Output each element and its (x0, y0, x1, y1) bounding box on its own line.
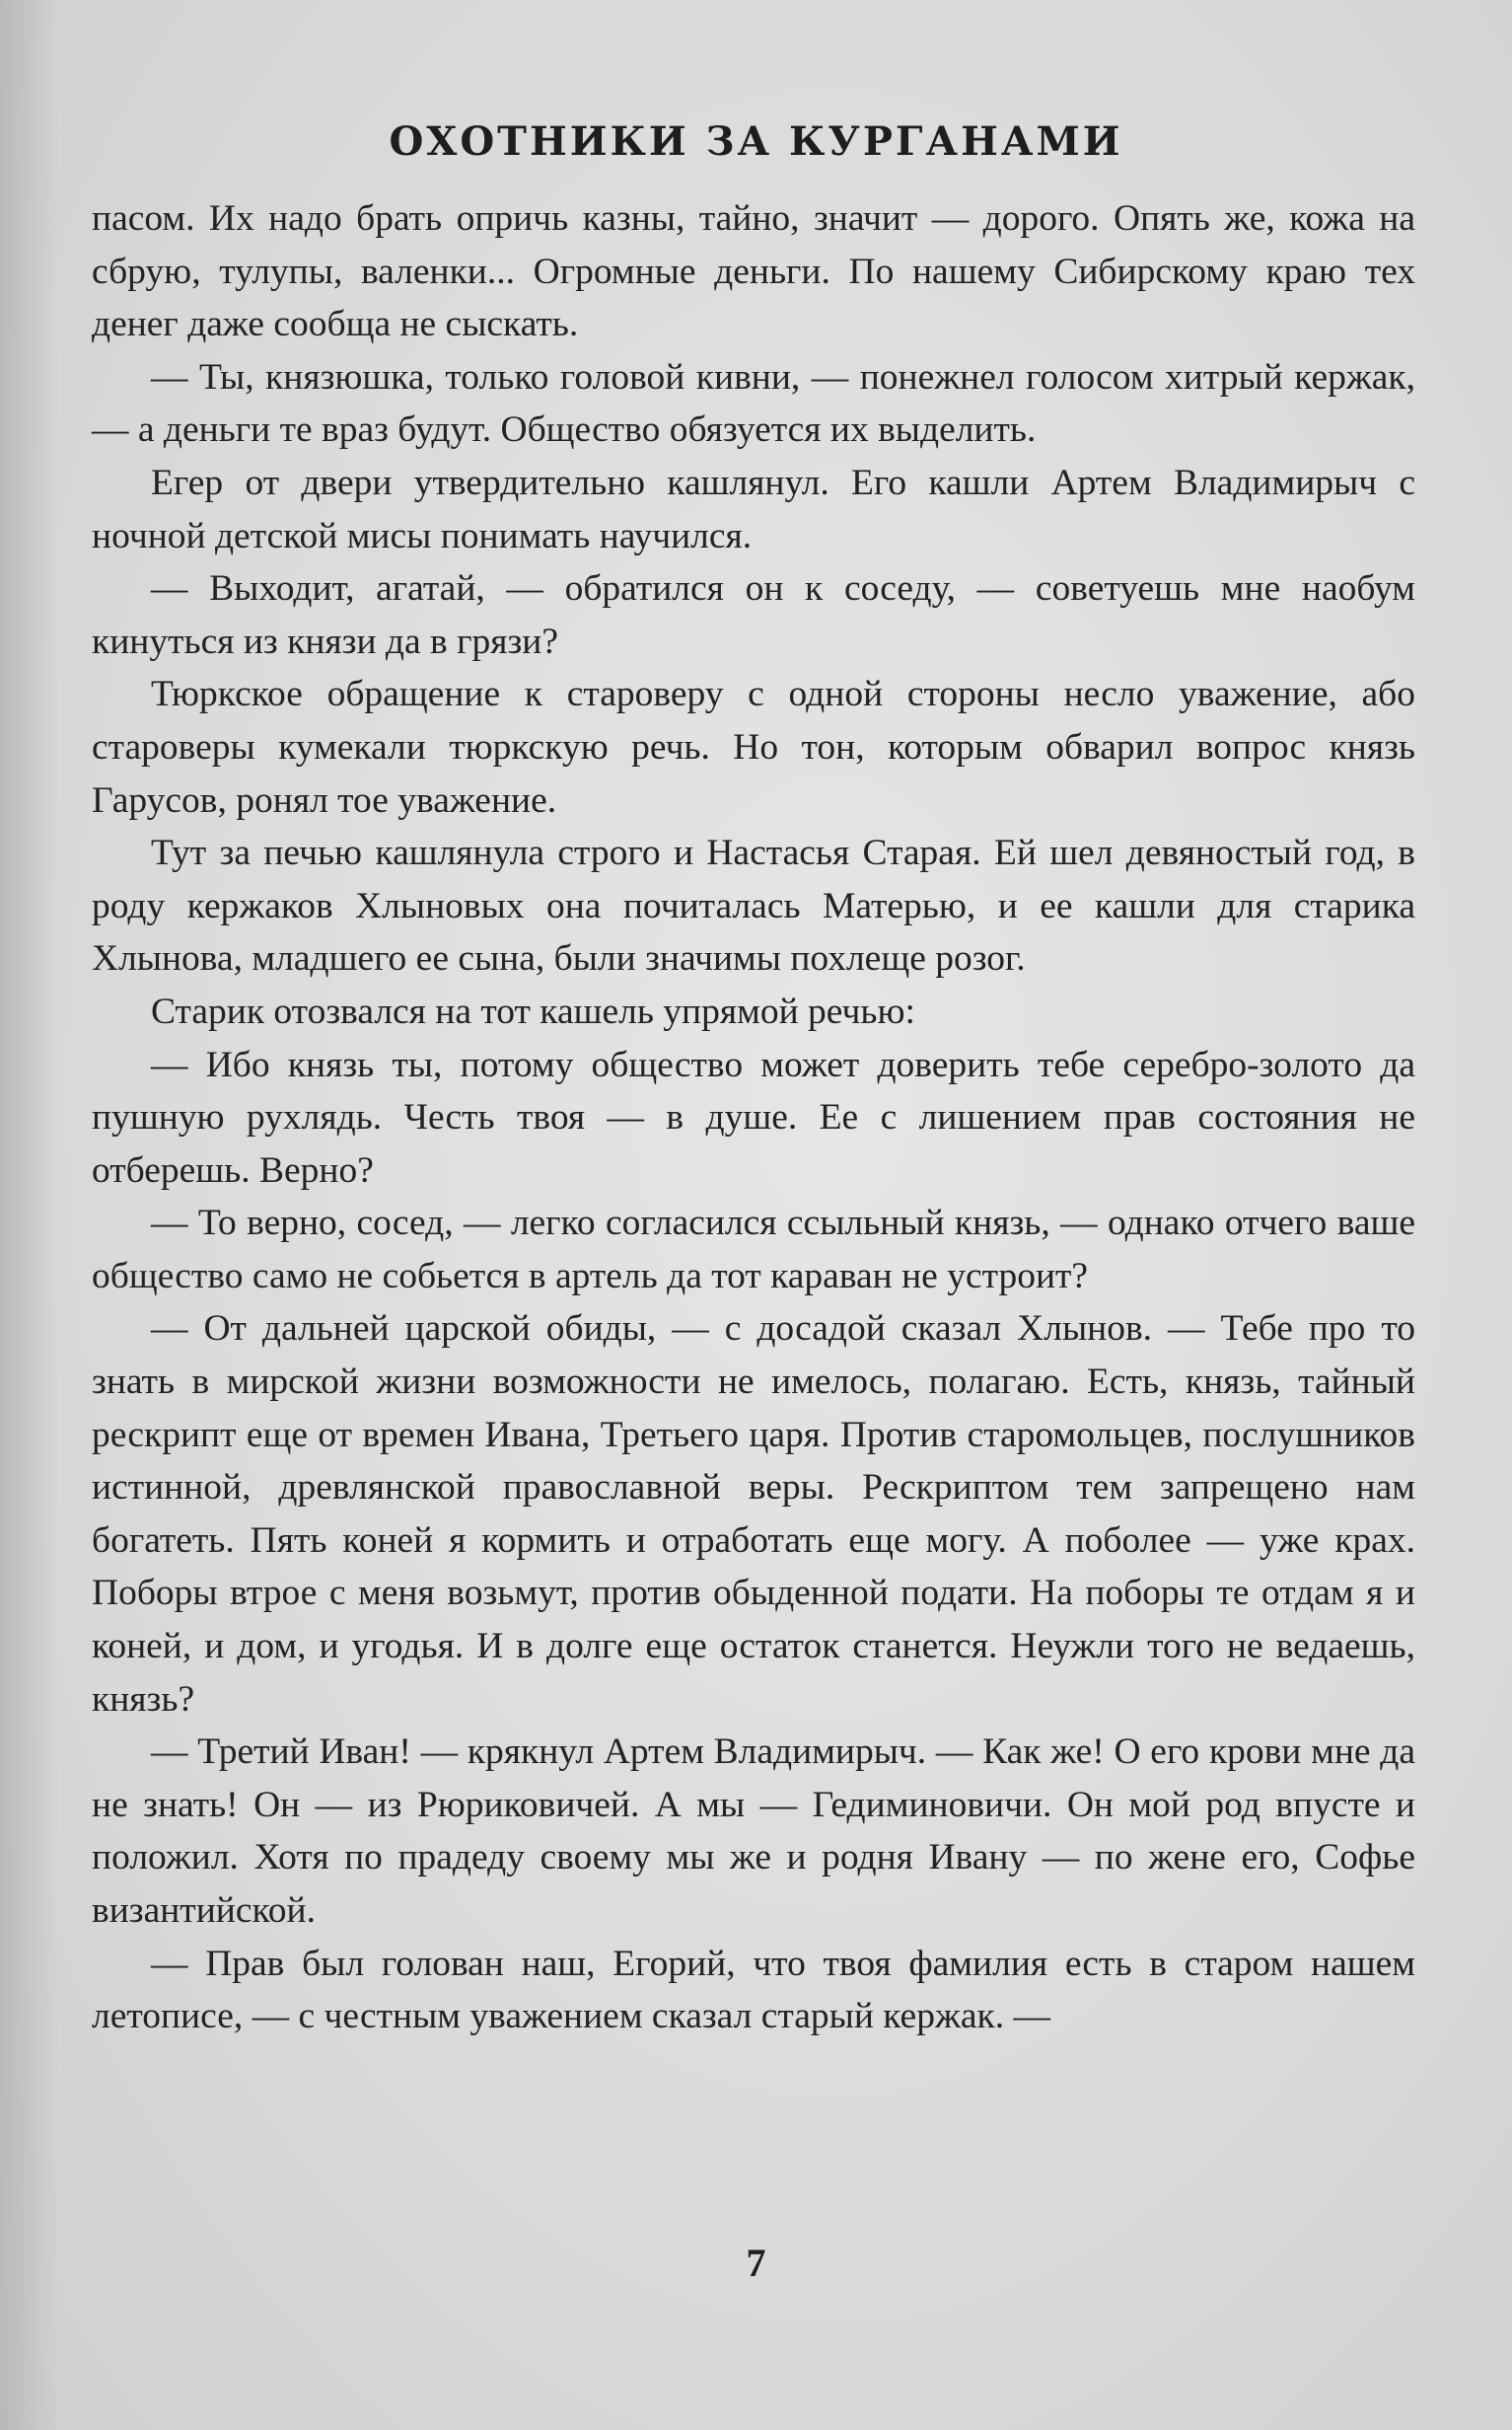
paragraph: — Ибо князь ты, потому общество может доверить тебе серебро-золото да пушную рухлядь. Честь твоя — в душе. Ее с лишением прав состояния не отберешь. Верно? (92, 1044, 1415, 1191)
body-text (92, 192, 1415, 2043)
paragraph: — От дальней царской обиды, — с досадой сказал Хлынов. — Тебе про то знать в мирской жизни возможности не имелось, полагаю. Есть, князь, тайный рескрипт еще от времен Ивана, Третьего царя. Против старомольцев, послушников истинной, древлянской православной веры. Рескриптом тем запрещено нам богатеть. Пять коней я кормить и отработать еще могу. А поболее — уже крах. Поборы втрое с меня возьмут, против обыденной подати. На поборы те отдам я и коней, и дом, и угодья. И в долге еще остаток станется. Неужли того не ведаешь, князь? (92, 1308, 1415, 1720)
paragraph: — Прав был голован наш, Егорий, что твоя фамилия есть в старом нашем летописе, — с честным уважением сказал старый кержак. — (92, 1943, 1415, 2037)
paragraph: — Ты, князюшка, только головой кивни, — понежнел голосом хитрый кержак, — а деньги те враз будут. Общество обязуется их выделить. (92, 356, 1415, 451)
paragraph: Егер от двери утвердительно кашлянул. Его кашли Артем Владимирыч с ночной детской мисы понимать научился. (92, 462, 1415, 556)
paragraph: пасом. Их надо брать опричь казны, тайно, значит — дорого. Опять же, кожа на сбрую, тулупы, валенки... Огромные деньги. По нашему Сибирскому краю тех денег даже сообща не сыскать. (92, 198, 1415, 345)
paragraph: Тюркское обращение к староверу с одной стороны несло уважение, або староверы кумекали тюркскую речь. Но тон, которым обварил вопрос князь Гарусов, ронял тое уважение. (92, 674, 1415, 821)
paragraph: — Третий Иван! — крякнул Артем Владимирыч. — Как же! О его крови мне да не знать! Он — из Рюриковичей. А мы — Гедиминовичи. Он мой род впусте и положил. Хотя по прадеду своему мы же и родня Ивану — по жене его, Софье византийской. (92, 1731, 1415, 1931)
running-header: ОХОТНИКИ ЗА КУРГАНАМИ (389, 118, 1123, 165)
paragraph: — Выходит, агатай, — обратился он к соседу, — советуешь мне нaобум кинуться из князи да в грязи? (92, 568, 1415, 662)
paragraph: — То верно, сосед, — легко согласился ссыльный князь, — однако отчего ваше общество само не собьется в артель да тот караван не устроит? (92, 1203, 1415, 1296)
paragraph: Старик отозвался на тот кашель упрямой речью: (151, 991, 915, 1032)
page-number: 7 (746, 2241, 766, 2285)
page-edge-shadow (0, 0, 59, 2430)
paragraph: Тут за печью кашлянула строго и Настасья Старая. Ей шел девяностый год, в роду кержаков Хлыновых она почиталась Матерью, и ее кашли для старика Хлынова, младшего ее сына, были значимы похлеще розог. (92, 833, 1415, 980)
